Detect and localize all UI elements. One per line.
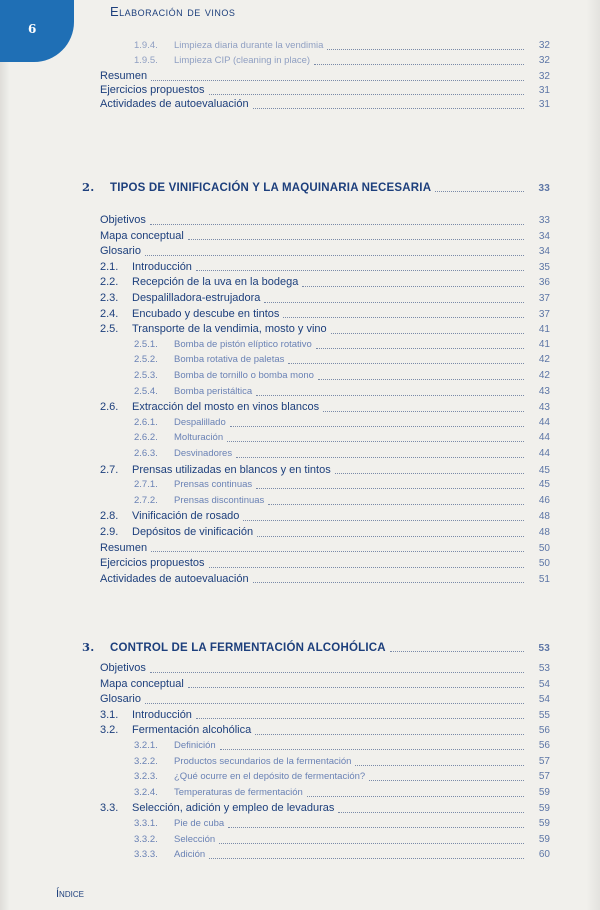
dot-leader (268, 504, 524, 505)
dot-leader (145, 703, 524, 704)
toc-entry[interactable] (100, 323, 550, 335)
dot-leader (151, 551, 524, 552)
toc-entry[interactable] (134, 495, 550, 506)
entry-page-number: 53 (538, 663, 550, 674)
toc-entry[interactable] (100, 662, 550, 674)
toc-entry[interactable] (134, 479, 550, 490)
dot-leader (209, 94, 524, 95)
entry-page-number: 60 (538, 849, 550, 861)
dot-leader (230, 426, 524, 427)
entry-page-number: 48 (538, 511, 550, 523)
dot-leader (327, 49, 524, 50)
entry-page-number: 41 (538, 338, 550, 350)
entry-title: ¿Qué ocurre en el depósito de fermentación? (174, 771, 366, 783)
entry-title: Adición (174, 849, 206, 861)
entry-page-number: 53 (538, 643, 550, 654)
toc-entry[interactable] (100, 245, 550, 257)
dot-leader (255, 734, 524, 735)
entry-title: Bomba de pistón elíptico rotativo (174, 338, 312, 350)
entry-number: 3.2.2. (134, 755, 158, 767)
toc-entry[interactable] (134, 448, 550, 459)
entry-title: Introducción (132, 708, 192, 721)
entry-page-number: 54 (538, 694, 550, 706)
entry-number: 2.6.3. (134, 448, 158, 459)
toc-entry[interactable] (100, 292, 550, 304)
footer-label: Índice (56, 888, 84, 900)
toc-entry[interactable] (100, 401, 550, 413)
entry-page-number: 31 (538, 99, 550, 110)
dot-leader (318, 379, 524, 380)
entry-title: CONTROL DE LA FERMENTACIÓN ALCOHÓLICA (110, 642, 386, 654)
dot-leader (236, 457, 524, 458)
entry-title: Pie de cuba (174, 818, 225, 829)
dot-leader (302, 286, 524, 287)
dot-leader (331, 333, 524, 334)
toc-entry[interactable] (100, 308, 550, 320)
running-title: Elaboración de vinos (110, 4, 236, 19)
entry-title: Despalilladora-estrujadora (132, 292, 261, 304)
entry-number: 2.5.2. (134, 354, 158, 366)
dot-leader (227, 441, 524, 442)
toc-entry[interactable] (134, 417, 550, 428)
entry-page-number: 57 (538, 771, 550, 783)
entry-page-number: 43 (538, 402, 550, 414)
entry-title: Limpieza CIP (cleaning in place) (174, 55, 311, 66)
dot-leader (150, 224, 524, 225)
toc-entry[interactable] (134, 849, 550, 860)
entry-page-number: 45 (538, 464, 550, 476)
dot-leader (314, 64, 524, 65)
entry-page-number: 59 (538, 803, 550, 815)
entry-number: 2.1. (100, 260, 119, 273)
entry-number: 2.9. (100, 526, 119, 538)
entry-page-number: 46 (538, 494, 550, 506)
toc-entry[interactable] (100, 678, 550, 690)
toc-entry[interactable] (134, 339, 550, 350)
entry-title: Ejercicios propuestos (100, 557, 205, 570)
toc-entry[interactable] (134, 370, 550, 381)
toc-entry[interactable] (100, 261, 550, 273)
dot-leader (196, 270, 524, 271)
entry-title: Prensas continuas (174, 479, 253, 491)
dot-leader (264, 302, 524, 303)
entry-page-number: 48 (538, 527, 550, 538)
dot-leader (256, 488, 524, 489)
entry-title: Objetivos (100, 214, 146, 226)
entry-number: 2.5.3. (134, 370, 158, 381)
entry-page-number: 33 (538, 215, 550, 226)
toc-entry[interactable] (100, 802, 550, 814)
entry-title: Introducción (132, 260, 192, 273)
entry-page-number: 56 (538, 725, 550, 737)
entry-number: 2.7.2. (134, 494, 158, 506)
toc-entry[interactable] (100, 693, 550, 705)
toc-entry[interactable] (134, 354, 550, 365)
dot-leader (355, 765, 524, 766)
entry-page-number: 51 (538, 573, 550, 585)
entry-number: 2. (82, 180, 95, 194)
dot-leader (253, 582, 524, 583)
entry-title: Glosario (100, 245, 141, 258)
toc-entry[interactable] (100, 84, 550, 96)
entry-number: 3.2.4. (134, 786, 158, 798)
toc-entry[interactable] (100, 724, 550, 736)
dot-leader (369, 780, 524, 781)
entry-title: Limpieza diaria durante la vendimia (174, 40, 324, 51)
entry-title: Definición (174, 740, 216, 751)
entry-number: 3.2. (100, 724, 119, 737)
entry-title: Encubado y descube en tintos (132, 307, 280, 320)
entry-page-number: 36 (538, 277, 550, 289)
toc-entry[interactable] (100, 70, 550, 82)
chapter-heading[interactable] (82, 640, 550, 654)
toc-entry[interactable] (100, 573, 550, 585)
dot-leader (256, 395, 524, 396)
entry-title: Vinificación de rosado (132, 510, 240, 523)
dot-leader (188, 687, 524, 688)
toc-entry[interactable] (134, 40, 550, 51)
entry-page-number: 32 (538, 71, 550, 82)
toc-entry[interactable] (100, 98, 550, 110)
toc-entry[interactable] (100, 230, 550, 242)
toc-entry[interactable] (100, 276, 550, 288)
entry-title: Ejercicios propuestos (100, 84, 205, 96)
dot-leader (219, 843, 524, 844)
entry-number: 2.8. (100, 510, 119, 523)
entry-page-number: 42 (538, 370, 550, 381)
entry-title: Resumen (100, 541, 148, 554)
dot-leader (257, 536, 524, 537)
toc-entry[interactable] (134, 771, 550, 782)
entry-page-number: 35 (538, 261, 550, 273)
entry-page-number: 37 (538, 293, 550, 304)
entry-number: 3.3.2. (134, 833, 158, 845)
toc-entry[interactable] (134, 787, 550, 798)
entry-title: Bomba de tornillo o bomba mono (174, 370, 314, 381)
entry-title: Resumen (100, 70, 148, 82)
toc-entry[interactable] (134, 834, 550, 845)
entry-number: 2.6.2. (134, 432, 158, 444)
entry-title: Objetivos (100, 662, 146, 674)
entry-page-number: 32 (538, 40, 550, 51)
entry-page-number: 44 (538, 448, 550, 459)
toc-entry[interactable] (100, 214, 550, 226)
entry-number: 3.1. (100, 708, 119, 721)
dot-leader (145, 255, 524, 256)
toc-entry[interactable] (134, 756, 550, 767)
entry-page-number: 37 (538, 308, 550, 320)
entry-page-number: 34 (538, 246, 550, 258)
dot-leader (253, 108, 524, 109)
entry-page-number: 55 (538, 709, 550, 721)
entry-title: Selección (174, 833, 216, 845)
dot-leader (243, 520, 524, 521)
entry-page-number: 59 (538, 833, 550, 845)
entry-number: 2.6.1. (134, 416, 158, 428)
entry-page-number: 41 (538, 324, 550, 336)
entry-page-number: 33 (538, 183, 550, 194)
entry-number: 2.5.1. (134, 338, 158, 350)
entry-page-number: 34 (538, 230, 550, 242)
toc-entry[interactable] (100, 464, 550, 476)
entry-title: Productos secundarios de la fermentación (174, 755, 352, 767)
entry-title: Glosario (100, 693, 141, 706)
entry-page-number: 42 (538, 354, 550, 366)
entry-page-number: 54 (538, 678, 550, 690)
entry-title: Transporte de la vendimia, mosto y vino (132, 323, 327, 336)
entry-title: Despalillado (174, 416, 226, 428)
entry-title: Desvinadores (174, 448, 233, 459)
entry-title: Recepción de la uva en la bodega (132, 276, 299, 289)
dot-leader (228, 827, 524, 828)
entry-number: 3.3.1. (134, 818, 158, 829)
toc-entry[interactable] (134, 386, 550, 397)
entry-number: 3.3. (100, 802, 119, 815)
entry-number: 3. (82, 640, 95, 654)
entry-number: 1.9.4. (134, 40, 158, 51)
entry-page-number: 59 (538, 786, 550, 798)
entry-title: Molturación (174, 432, 224, 444)
entry-page-number: 43 (538, 385, 550, 397)
entry-number: 2.3. (100, 292, 119, 304)
dot-leader (151, 80, 524, 81)
entry-page-number: 56 (538, 740, 550, 751)
entry-page-number: 44 (538, 416, 550, 428)
entry-number: 1.9.5. (134, 55, 158, 66)
entry-page-number: 31 (538, 85, 550, 96)
entry-page-number: 57 (538, 755, 550, 767)
entry-title: Bomba peristáltica (174, 385, 253, 397)
dot-leader (209, 858, 524, 859)
entry-number: 2.2. (100, 276, 119, 289)
entry-number: 3.2.3. (134, 771, 158, 783)
entry-number: 2.7.1. (134, 479, 158, 491)
entry-title: Fermentación alcohólica (132, 724, 252, 737)
entry-page-number: 50 (538, 542, 550, 554)
dot-leader (220, 749, 524, 750)
entry-title: Actividades de autoevaluación (100, 98, 249, 110)
dot-leader (209, 567, 524, 568)
entry-title: Depósitos de vinificación (132, 526, 254, 538)
dot-leader (188, 239, 524, 240)
entry-page-number: 50 (538, 558, 550, 570)
toc-entry[interactable] (100, 510, 550, 522)
entry-page-number: 45 (538, 479, 550, 491)
dot-leader (323, 411, 524, 412)
entry-number: 2.6. (100, 401, 119, 414)
dot-leader (150, 672, 524, 673)
toc-entry[interactable] (100, 557, 550, 569)
toc-entry[interactable] (100, 526, 550, 538)
entry-title: Actividades de autoevaluación (100, 572, 249, 585)
entry-title: Mapa conceptual (100, 229, 184, 242)
entry-title: Mapa conceptual (100, 677, 184, 690)
entry-page-number: 44 (538, 432, 550, 444)
entry-number: 2.4. (100, 307, 119, 320)
toc-entry[interactable] (134, 818, 550, 829)
dot-leader (307, 796, 524, 797)
toc-entry[interactable] (134, 55, 550, 66)
dot-leader (335, 473, 524, 474)
entry-number: 2.5. (100, 323, 119, 336)
entry-title: Selección, adición y empleo de levaduras (132, 802, 335, 815)
entry-number: 3.2.1. (134, 740, 158, 751)
dot-leader (288, 363, 524, 364)
dot-leader (196, 718, 524, 719)
entry-title: Extracción del mosto en vinos blancos (132, 401, 320, 414)
toc-entry[interactable] (100, 709, 550, 721)
entry-number: 2.7. (100, 463, 119, 476)
entry-number: 3.3.3. (134, 849, 158, 861)
dot-leader (283, 317, 524, 318)
entry-number: 2.5.4. (134, 385, 158, 397)
entry-title: TIPOS DE VINIFICACIÓN Y LA MAQUINARIA NECESARIA (110, 182, 432, 194)
entry-title: Bomba rotativa de paletas (174, 354, 285, 366)
dot-leader (435, 191, 524, 192)
page-number: 6 (28, 22, 37, 36)
chapter-heading[interactable] (82, 180, 550, 194)
entry-page-number: 59 (538, 818, 550, 829)
dot-leader (390, 651, 524, 652)
dot-leader (316, 348, 524, 349)
entry-page-number: 32 (538, 55, 550, 66)
entry-title: Temperaturas de fermentación (174, 786, 303, 798)
toc-entry[interactable] (134, 740, 550, 751)
dot-leader (338, 812, 524, 813)
toc-entry[interactable] (134, 432, 550, 443)
entry-title: Prensas discontinuas (174, 494, 265, 506)
toc-entry[interactable] (100, 542, 550, 554)
entry-title: Prensas utilizadas en blancos y en tintos (132, 463, 331, 476)
